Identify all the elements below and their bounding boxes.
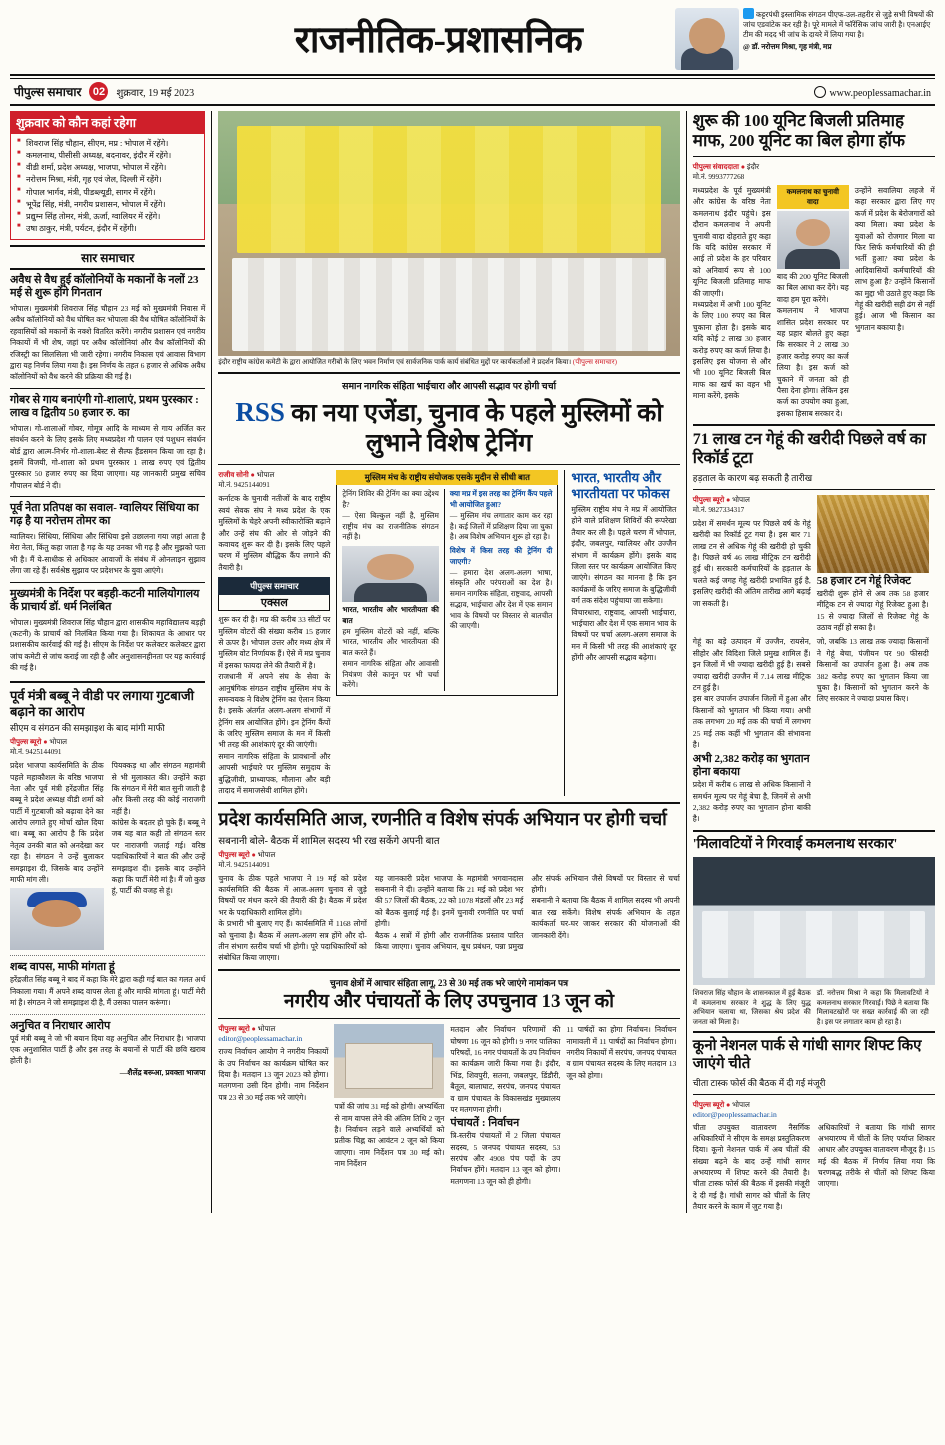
wheat-body-2: गेहूं का बड़े उत्पादन में उज्जैन, रायसेन, सीहोर और विदिशा जिले प्रमुख शामिल हैं। इन जिलों में भी ज्यादा खरीदी हुई है। सबसे ज्यादा खरीदी उज्जैन में 7.14 लाख मीट्रिक टन हुई है।	[692, 637, 811, 693]
bypoll-sub-headline: पंचायतें : निर्वाचन	[450, 1117, 520, 1130]
divider	[10, 582, 205, 583]
right-column	[686, 111, 935, 1213]
wheat-body-1: प्रदेश में समर्थन मूल्य पर पिछले वर्ष के गेहूं खरीदी का रिकॉर्ड टूट गया है। इस बार 71 लाख टन से अधिक गेहूं की खरीदी हो चुकी है। पिछले वर्ष 46 लाख मीट्रिक टन खरीदी हुई थी। सरकारी कर्मचारियों के हड़ताल के चलते कई जगह गेहूं खरीदी प्रभावित हुई है, इसलिए खरीदी की अंतिम तारीख आगे बढ़ाई जा सकती है।	[692, 518, 811, 608]
bypoll-headline: नगरीय और पंचायतों के लिए उपचुनाव 13 जून को	[284, 990, 615, 1012]
rss-acronym: RSS	[235, 397, 285, 428]
party-meeting-mobile: मो.नं. 9425144091	[218, 860, 270, 869]
party-meeting-body-1: चुनाव के ठीक पहले भाजपा ने 19 मई को प्रदेश कार्यसमिति की बैठक में आज-अलग चुनाव से जुड़े विषयों पर मंथन करने की तैयारी की है। बैठक में प्रदेश भर के पदाधिकारी शामिल होंगे।	[218, 873, 367, 917]
cheetah-byline: पीपुल्स ब्यूरो ● भोपाल	[692, 1100, 750, 1109]
divider	[10, 955, 205, 956]
wheat-headline: 71 लाख टन गेहूं की खरीदी पिछले वर्ष का रिकॉर्ड टूटा	[692, 431, 927, 468]
interview-answer-2: — हमारा देश अलग-अलग भाषा, संस्कृति और परंपराओं का देश है। समान नागरिक संहिता, राष्ट्रवाद, आपसी सद्भाव, भाईचारा और देश में एक समान भाव के विषयों पर विस्तार से बातचीत की जाएगी।	[449, 567, 553, 631]
byline-place: भोपाल	[257, 850, 276, 859]
divider	[10, 388, 205, 389]
page-title: राजनीतिक-प्रशासनिक	[294, 20, 583, 61]
rss-body-2: शुरू कर दी है। मप्र की करीब 33 सीटों पर मुस्लिम वोटरों की संख्या करीब 15 हजार से ऊपर है। भोपाल उत्तर और मध्य क्षेत्र में मुस्लिम वोट निर्णायक हैं। ऐसे में मप्र चुनाव में इसका फायदा लेने की तैयारी में है।	[218, 615, 331, 670]
brief-2-headline: गोबर से गाय बनाएंगी गो-शालाएं, प्रथम पुरस्कार : लाख व द्वितीय 50 हजार रु. का	[10, 393, 199, 419]
bypoll-kicker: चुनाव क्षेत्रों में आचार संहिता लागू, 23 से 30 मई तक भरे जाएंगे नामांकन पत्र	[330, 977, 569, 988]
byline-place: भोपाल	[49, 738, 68, 747]
wheat-subhead: हड़ताल के कारण बढ़ सकती है तारीख	[692, 472, 813, 483]
divider	[10, 681, 205, 683]
interview-left-1: ट्रेनिंग शिविर की ट्रेनिंग का क्या उद्देश्य है?	[342, 489, 439, 510]
wheat-body-3: इस बार उपार्जन उपार्जन जिलों में हुआ और किसानों को भुगतान भी किया गया। अभी तक लगभग 20 मई तक की चर्चा में लगभग 25 मई तक कहीं भी भुगतान की संभावना है।	[692, 694, 811, 749]
focus-body-2: विचारधारा, राष्ट्रवाद, आपसी भाईचारा, भाईचारा और देश में एक समान भाव के विषयों पर चर्चा अलग-अलग समाज के मन में किसी भी तरह की आशंकाएं दूर होंगी और आपसी सद्भाव बढ़ेगा।	[571, 607, 677, 663]
bypoll-body-5: 11 पार्षदों का होगा निर्वाचन। निर्वाचन नामावली में 11 पार्षदों का निर्वाचन होगा। नगरीय निकायों में सरपंच, जनपद पंचायत व ग्राम पंचायत सदस्य के लिए मतदान 13 जून को होगा।	[566, 1025, 677, 1080]
divider	[693, 156, 935, 157]
list-item: ■ शिवराज सिंह चौहान, सीएम, मप्र : भोपाल में रहेंगे।	[17, 138, 198, 150]
bottom-left-sub3-headline: अनुचित व निराधार आरोप	[10, 1019, 111, 1032]
cheetah-body-1: चीता उपयुक्त वातावरण नैसर्गिक अधिकारियों ने सीएम के समक्ष प्रस्तुतिकरण दिया। कूनो नेशनल पार्क में अब चीतों की संख्या बढ़ने के बाद उन्हें गांधी सागर अभयारण्य में शिफ्ट करने की तैयारी है। चीता टास्क फोर्स की बैठक में इसकी मंजूरी दे दी गई है। गांधी सागर को चीतों के लिए तैयार करने के काम में जुट गया है।	[692, 1122, 810, 1212]
byline-source: पीपुल्स ब्यूरो	[218, 1025, 250, 1034]
rss-body-4: समान नागरिक संहिता के प्रावधानों और आपसी भाईचारे पर मुस्लिम समुदाय के बुद्धिजीवी, प्राध्यापक, मौलाना और बड़ी तादाद में समाजसेवी शामिल होंगे।	[218, 751, 331, 796]
center-column	[211, 111, 679, 1213]
brief-4-body: भोपाल। मुख्यमंत्री शिवराज सिंह चौहान द्वारा शासकीय महाविद्यालय बड़ही (कटनी) के प्राचार्य को निलंबित किया गया है। शिकायत के आधार पर प्रशासकीय कार्रवाई की गई है। सीएम के निर्देश पर कलेक्टर कलेक्टर द्वारा जांच कमेटी से जांच कराई जा रही है और अनुशासनहीनता पर यह कार्रवाई की गई है।	[10, 617, 206, 673]
power-body-1: मध्यप्रदेश के पूर्व मुख्यमंत्री और कांग्रेस के वरिष्ठ नेता कमलनाथ इंदौर पहुंचे। इस दौरान कमलनाथ ने अपनी चुनावी वादा दोहराते हुए कहा कि यदि कांग्रेस सरकार में आई तो प्रदेश के हर परिवार को अनिवार्य रूप से 100 यूनिट बिजली प्रतिमाह माफ की जाएगी।	[692, 186, 771, 298]
bottom-left-body-3: पियक्कड़ था और संगठन महामंत्री से भी मुलाकात की। उन्होंने कहा कि संगठन में मेरी बात सुनी जाती है और किसी तरह की कोई नाराजगी नहीं है।	[111, 761, 206, 816]
caption-source: (पीपुल्स समाचार)	[572, 358, 617, 366]
party-meeting-subhead: सबनानी बोले- बैठक में शामिल सदस्य भी रख सकेंगे अपनी बात	[218, 835, 440, 847]
brief-2-body: भोपाल। गो-शालाओं गोबर, गोमूत्र आदि के माध्यम से गाय अर्जित कर संवर्धन करने के लिए इसके लिए मध्यप्रदेश गौ पालन एवं पशुधन संवर्धन बोर्ड द्वारा आत्म-निर्भर गो-शाला-बेस्ट से सैल्फ हैंडसमन किया जा रहा है। इसमें विजयी, गो-शाला को प्रथम पुरस्कार 1 लाख रुपए एवं द्वितीय पुरस्कार 50 हजार रुपए का दिया जाएगा। यह जानकारी प्रमुख सचिव गौपालन बोर्ड ने दी।	[10, 423, 206, 490]
rally-photo	[218, 111, 679, 356]
politician-photo	[10, 888, 104, 950]
municipal-building-photo	[334, 1024, 444, 1098]
bypoll-body-3: मतदान और निर्वाचन परिणामों की घोषणा 16 जून को होगी। 9 नगर पालिका परिषदों, 16 नगर पंचायतों के उप निर्वाचन का कार्यक्रम जारी किया गया है। इंदौर, भिंड, शिवपुरी, सतना, जबलपुर, डिंडौरी, बैतूल, बालाघाट, सरपंच, जनपद पंचायत व ग्राम पंचायत के विकासखंड मुख्यालय पर मतगणना होगी।	[450, 1025, 561, 1114]
brief-1-body: भोपाल। मुख्यमंत्री शिवराज सिंह चौहान 23 मई को मुख्यमंत्री निवास में अवैध कॉलोनियों को वैध घोषित कर भोपाला की वैध घोषित कॉलोनियों के रहवासियों को मकानों के नक्शे वितरित करेंगे। नगरीय प्रशासन एवं नगरीय निकायों में भी शेष, जहां पर अवैध कॉलोनियां और वैध कॉलोनियों की रजिस्ट्री का सिलसिला भी जारी रहेगा। नगरीय निकास एवं आवास विभाग द्वारा यह निर्णय लिया गया है। इस निर्णय के तहत 6 हजार से अधिक अवैध कॉलोनियों को वैध करने की प्रक्रिया की गई है।	[10, 304, 206, 382]
wheat-reject-headline: 58 हजार टन गेहूं रिजेक्ट	[816, 574, 911, 587]
bottom-left-subhead: सीएम व संगठन की समझाइश के बाद मांगी माफी	[10, 723, 165, 734]
brief-4-headline: मुख्यमंत्री के निर्देश पर बड़ही-कटनी मालियोगालय के प्राचार्य डॉ. धर्म निलंबित	[10, 587, 200, 613]
masthead-center	[202, 6, 675, 61]
focus-body-1: मुस्लिम राष्ट्रीय मंच ने मप्र में आयोजित होने वाले प्रशिक्षण शिविरों की रूपरेखा तैयार कर ली है। पहले चरण में भोपाल, इंदौर, जबलपुर, ग्वालियर और उज्जैन संभाग में कार्यक्रम होंगे। इसके बाद जिला स्तर पर कार्यक्रम आयोजित किए जाएंगे। संगठन का मानना है कि इन कार्यक्रमों के जरिए समाज के बुद्धिजीवी वर्ग तक संदेश पहुंचाया जा सकेगा।	[571, 505, 677, 606]
list-item: ■ वीडी शर्मा, प्रदेश अध्यक्ष, भाजपा, भोपाल में रहेंगे।	[17, 162, 198, 174]
wheat-photo	[817, 495, 929, 573]
cheetah-subhead: चीता टास्क फोर्स की बैठक में दी गई मंजूरी	[692, 1077, 826, 1088]
bottom-left-body-2: कांग्रेस के बदतर हो चुके हैं। बब्बू ने जब यह बात कही तो संगठन स्तर पर नाराजगी जताई गई। वरिष्ठ पदाधिकारियों ने बात की और उन्हें समझाइश दी। इसके बाद उन्होंने कहा कि पार्टी मेरी मां है। मैं जो कुछ हूं, पार्टी की वजह से हूं।	[111, 818, 206, 896]
cheetah-email[interactable]: editor@peoplessamachar.in	[692, 1109, 777, 1119]
bypoll-body-4: त्रि-स्तरीय पंचायतों में 2 जिला पंचायत सदस्य, 5 जनपद पंचायत सदस्य, 53 सरपंच और 4908 पंच पदों के उप निर्वाचन होंगे। मतदान 13 जून को होगा। मतगणना 13 जून को ही होगी।	[450, 1131, 561, 1186]
divider	[218, 1018, 679, 1019]
power-body-4: उन्होंने सवालिया लहजे में कहा सरकार द्वारा लिए गए कर्ज में प्रदेश के बेरोजगारों को क्या मिला। क्या प्रदेश के युवाओं को रोजगार मिला या फिर सिर्फ कर्मचारियों की ही भर्ती हुआ? क्या प्रदेश के आदिवासियों कर्मचारियों की लाभ हुआ है? उन्होंने किसानों का मुद्दा भी उठाते हुए कहा कि गेहूं की खरीदी सही ढंग से नहीं हुई। आज भी किसान का भुगतान बकाया है।	[854, 186, 935, 332]
bypoll-byline: पीपुल्स ब्यूरो ● भोपाल	[218, 1025, 276, 1034]
interview-left-3: भारत, भारतीय और भारतीयता की बात	[342, 605, 439, 625]
rss-kicker: समान नागरिक संहिता भाईचारा और आपसी सद्भाव पर होगी चर्चा	[342, 382, 557, 393]
publication-name: पीपुल्स समाचार	[14, 85, 82, 99]
masthead-quote-block	[675, 6, 935, 70]
party-meeting-body-3: यह जानकारी प्रदेश भाजपा के महामंत्री भगवानदास सबनानी ने दी। उन्होंने बताया कि 21 मई को प्रदेश भर की 57 जिलों की बैठक, 22 को 1078 मंडलों और 23 मई को बैठक बुलाई गई है। इनमें चुनावी रणनीति पर चर्चा होगी।	[374, 873, 524, 929]
interview-answer-1: — मुस्लिम मंच लगातार काम कर रहा है। कई जिलों में प्रशिक्षण दिया जा चुका है। अब विशेष अभियान शुरू हो रहा है।	[449, 510, 553, 542]
power-body-2: मध्यप्रदेश में अभी 100 यूनिट के लिए 100 रुपए का बिल चुकाना होता है। इसके बाद यदि कोई 2 लाख 30 हजार करोड़ रुपए का कर्ज लिया है। इसलिए इस योजना से और भी 100 यूनिट बिजली बिल माफ का खर्च का वहन भी माना करेंगे, इसके	[692, 300, 771, 401]
party-meeting-body-5: सबनानी ने बताया कि बैठक में शामिल सदस्य भी अपनी बात रख सकेंगे। विशेष संपर्क अभियान के तहत कार्यकर्ता घर-घर जाकर सरकार की योजनाओं की जानकारी देंगे।	[531, 896, 680, 940]
meeting-caption-left: शिवराज सिंह चौहान के शासनकाल में हुई बैठक में कमलनाथ सरकार ने शुद्ध के लिए युद्ध अभियान चलाया था, जिसका श्रेय प्रदेश की जनता को मिला है।	[692, 989, 811, 1026]
interview-left-2: — ऐसा बिल्कुल नहीं है, मुस्लिम राष्ट्रीय मंच का राजनीतिक संगठन नहीं है।	[342, 510, 439, 542]
interview-bar-text: मुस्लिम मंच के राष्ट्रीय संयोजक एसके मुदीन से सीधी बात	[364, 473, 530, 483]
caption-text: इंदौर राष्ट्रीय कांग्रेस कमेटी के द्वारा आयोजित गरीबों के लिए भवन निर्माण एवं सार्वजनिक पार्क कार्य संबंधित मुद्दों पर कार्यकर्ताओं ने प्रदर्शन किया।	[218, 358, 572, 366]
party-meeting-headline: प्रदेश कार्यसमिति आज, रणनीति व विशेष संपर्क अभियान पर होगी चर्चा	[218, 809, 667, 830]
byline-source: पीपुल्स ब्यूरो	[218, 850, 250, 859]
rss-mobile: मो.नं. 9425144091	[218, 481, 270, 490]
issue-date: शुक्रवार, 19 मई 2023	[116, 87, 195, 99]
interview-question-2: विशेष में किस तरह की ट्रेनिंग दी जाएगी?	[449, 546, 553, 566]
list-item: ■ नरोत्तम मिश्रा, मंत्री, गृह एवं जेल, दिल्ली में रहेंगे।	[17, 174, 198, 186]
party-meeting-byline: पीपुल्स ब्यूरो ● भोपाल	[218, 850, 276, 859]
divider	[693, 489, 935, 490]
divider	[693, 1094, 935, 1095]
rss-body-1: कर्नाटक के चुनावी नतीजों के बाद राष्ट्रीय स्वयं सेवक संघ ने मध्य प्रदेश के एक मुस्लिमों के चेहरे अपनी स्वीकारोक्ति बढ़ाने और उन्हें संघ की ओर से जोड़ने की कवायद शुरू कर दी है। इसके लिए पहले चरण में मुस्लिम बौद्धिक कैंप लगाने की तैयारी है।	[218, 494, 331, 572]
byline-source: पीपुल्स ब्यूरो	[10, 738, 42, 747]
cheetah-headline: कूनो नेशनल पार्क से गांधी सागर शिफ्ट किए जाएंगे चीते	[692, 1038, 922, 1072]
wheat-pending-headline: अभी 2,382 करोड़ का भुगतान होना बकाया	[692, 753, 810, 779]
exclusive-label: एक्सल	[218, 595, 330, 611]
power-mobile: मो.नं. 9993777268	[692, 173, 745, 182]
list-item: ■ कमलनाथ, पीसीसी अध्यक्ष, बदनावर, इंदौर में रहेंगे।	[17, 150, 198, 162]
byline-source: पीपुल्स ब्यूरो	[692, 495, 725, 504]
bottom-left-sub2-body: हरेंद्रजीत सिंह बब्बू ने बाद में कहा कि मेरे द्वारा कही गई बात का गलत अर्थ निकाला गया। मैं अपने शब्द वापस लेता हूं और माफी मांगता हूं। पार्टी मेरी मां है। संगठन ने जो समझाइश दी है, मैं उसका पालन करूंगा।	[10, 975, 206, 1008]
byline-place: इंदौर	[746, 163, 760, 172]
divider	[693, 424, 935, 426]
byline-place: भोपाल	[256, 471, 275, 480]
bottom-left-headline: पूर्व मंत्री बब्बू ने वीडी पर लगाया गुटबाजी बढ़ाने का आरोप	[10, 688, 195, 719]
party-meeting-body-2: के प्रभारी भी बुलाए गए हैं। कार्यसमिति में 1168 लोगों को चुनावा है। बैठक में अलग-अलग सत्र होंगे और दो-तीन संभाग स्तरीय चर्चा भी होगी। पूरे पदाधिकारियों को संबोधित किया जाएगा।	[218, 919, 367, 963]
kamalnath-quote: बाद की 200 यूनिट बिजली का बिल आधा कर देंगे। यह वादा हम पूरा करेंगे।	[776, 272, 849, 304]
cheetah-body-2: अधिकारियों ने बताया कि गांधी सागर अभयारण्य में चीतों के लिए पर्याप्त शिकार आधार और उपयुक्त वातावरण मौजूद है। 15 मई की बैठक में निर्णय लिया गया कि चरणबद्ध तरीके से चीतों को शिफ्ट किया जाएगा।	[817, 1122, 935, 1189]
milavat-headline: 'मिलावटियों ने गिरवाई कमलनाथ सरकार'	[692, 836, 898, 852]
twitter-icon	[743, 8, 754, 19]
list-item: ■ उषा ठाकुर, मंत्री, पर्यटन, इंदौर में रहेंगी।	[17, 223, 198, 235]
party-meeting-body-4: बैठक 4 सत्रों में होगी और राजनीतिक प्रस्ताव पारित किया जाएगा। चुनाव अभियान, बूथ प्रबंधन, पन्ना प्रमुख और संपर्क अभियान जैसे विषयों पर विस्तार से चर्चा होगी।	[374, 873, 680, 951]
kamalnath-promise-bar: कमलनाथ का चुनावी वादा	[777, 185, 849, 209]
power-byline: पीपुल्स संवाददाता ● इंदौर	[692, 163, 760, 172]
interviewee-photo	[342, 546, 439, 602]
byline-source: पीपुल्स संवाददाता	[692, 163, 739, 172]
masthead-quote-sign: @ डॉ. नरोत्तम मिश्रा, गृह मंत्री, मप्र	[743, 41, 832, 51]
masthead-quote	[743, 8, 935, 70]
divider	[218, 372, 679, 374]
schedule-box-header: शुक्रवार को कौन कहां रहेगा	[10, 111, 205, 134]
bottom-left-mobile: मो.नं. 9425144091	[10, 748, 62, 757]
nameplate-strip	[10, 78, 935, 106]
brief-1-headline: अवैध से वैध हुई कॉलोनियों के मकानों के नलों 23 मई से शुरू होंगे गिनतान	[10, 274, 199, 300]
list-item: ■ गोपाल भार्गव, मंत्री, पीडब्ल्यूडी, सागर में रहेंगे।	[17, 187, 198, 199]
interview-question-1: क्या मप्र में इस तरह का ट्रेनिंग कैंप पहले भी आयोजित हुआ?	[449, 489, 553, 510]
divider	[10, 1014, 205, 1015]
wheat-byline: पीपुल्स ब्यूरो ● भोपाल	[692, 495, 750, 504]
interview-left-5: समान नागरिक संहिता और आवासी नियंत्रण जैसे कानून पर भी चर्चा करेंगे।	[342, 658, 439, 690]
brief-3-headline: पूर्व नेता प्रतिपक्ष का सवाल- ग्वालियर सिंधिया का गढ़ है या नरोत्तम तोमर का	[10, 502, 199, 528]
byline-source: पीपुल्स ब्यूरो	[692, 1100, 725, 1109]
power-headline: शुरू की 100 यूनिट बिजली प्रतिमाह माफ, 200 यूनिट का बिल होगा हॉफ	[692, 111, 906, 151]
wheat-reject-body: खरीदी शुरू होने से अब तक 58 हजार मीट्रिक टन से ज्यादा गेहूं रिजेक्ट हुआ है। 15 से ज्यादा जिलों से रिजेक्ट गेहूं के उठाव नहीं हो सका है।	[816, 588, 929, 633]
brief-3-body: ग्वालियर। सिंधिया, सिंधिया और सिंधिया इसे उछालना गया जहां आता है मेरा नेता, किंतु कहा जाता है गढ़ के यह उनका भी गढ़ है और मुझको पता भी है। मैं ये-साधीक से अधिकार आवाजों के संबंध में ओनलाइन सुझाव लेंगा जा रहे हैं। सर्वश्रेष्ठ सुझाव पर प्रदेशभर के युवा आएंगे।	[10, 532, 206, 576]
wheat-body-4: जो, जबकि 13 लाख तक ज्यादा किसानों ने गेहूं बेचा, पंजीयन पर 90 फीसदी किसानों का उपार्जन हुआ है। अब तक 382 करोड़ रुपए का भुगतान किया जा चुका है। किसानों को भुगतान करने के लिए सरकार ने ज्यादा प्रयास किए।	[816, 637, 929, 704]
bottom-left-sub2-headline: शब्द वापस, माफी मांगता हूं	[10, 961, 115, 974]
power-body-3: कमलनाथ ने भाजपा शासित प्रदेश सरकार पर यह प्रहार बोलते हुए कहा कि सरकार ने 2 लाख 30 हजार करोड़ रुपए का कर्ज लिया है। इस कर्ज को चुकाने में जनता को ही पैसा देना होगा। लेकिन इस कर्ज का उपयोग क्या हुआ, इसका हिसाब सरकार दे।	[776, 306, 849, 418]
bypoll-email[interactable]: editor@peoplessamachar.in	[218, 1034, 303, 1044]
wheat-body-5: प्रदेश में करीब 6 लाख से अधिक किसानों ने समर्थन मूल्य पर गेहूं बेचा है, जिनमें से अभी 2,382 करोड़ रुपए का भुगतान होना बाकी है।	[692, 780, 811, 824]
focus-headline: भारत, भारतीय और भारतीयता पर फोकस	[571, 470, 670, 501]
masthead-quote-text: कट्टरपंथी इस्लामिक संगठन पीएफ-उल-तहरीर से जुड़े सभी विषयों की जांच एडवांटेक कर रही है। पूरे मामले में फॉरेंसिक जांच जारी है। एनआईए टीम की मदद भी जांच के दायरे में लिया गया है।	[743, 10, 934, 39]
schedule-box	[10, 134, 205, 240]
interview-bar	[336, 470, 558, 485]
left-column	[10, 111, 205, 1213]
meeting-caption-right: डॉ. नरोत्तम मिश्रा ने कहा कि मिलावटियों ने कमलनाथ सरकार गिरवाई। पिछे ने बताया कि मिलावटखोरों पर सख्त कार्रवाई की जा रही है। इस पर लगातार काम हो रहा है।	[816, 989, 929, 1026]
divider	[10, 496, 205, 497]
divider	[218, 969, 679, 971]
people-samachar-exclusive-bar: पीपुल्स समाचार	[218, 577, 330, 595]
interview-left-4: हम मुस्लिम वोटरों को नहीं, बल्कि भारत, भारतीय और भारतीयता की बात करते हैं।	[342, 626, 439, 658]
byline-place: भोपाल	[732, 1100, 750, 1109]
divider	[218, 464, 679, 465]
byline-place: भोपाल	[257, 1025, 276, 1034]
kamalnath-photo	[777, 211, 849, 269]
page-number-badge: 02	[89, 82, 108, 101]
list-item: ■ प्रद्युम्न सिंह तोमर, मंत्री, ऊर्जा, ग्वालियर में रहेंगे।	[17, 211, 198, 223]
rss-body-3: राजधानी में अपने संघ के सेवा के आनुषंगिक संगठन राष्ट्रीय मुस्लिम मंच के समन्वयक ने विशेष ट्रेनिंग का ऐलान किया है। इसके अंतर्गत अलग-अलग संभागों में ट्रेनिंग सत्र आयोजित होंगे। इन ट्रेनिंग कैंपों के जरिए मुस्लिम समाज के मन में किसी भी तरह की आशंकाएं दूर की जाएंगी।	[218, 672, 331, 750]
rss-headline-text: का नया एजेंडा, चुनाव के पहले मुस्लिमों को लुभाने विशेष ट्रेनिंग	[291, 400, 663, 458]
byline-name: राजीव सोनी	[218, 471, 249, 480]
bypoll-body-2: पत्रों की जांच 31 मई को होगी। अभ्यर्थिता से नाम वापस लेने की अंतिम तिथि 2 जून है। निर्वाचन लड़ने वाले अभ्यर्थियों को प्रतीक चिह्न का आवंटन 2 जून को किया जाएगा। नाम निर्देशन पत्र 30 मई को। नाम निर्देशन	[334, 1102, 445, 1169]
byline-place: भोपाल	[732, 495, 750, 504]
rally-photo-caption	[218, 356, 679, 367]
divider	[218, 802, 679, 804]
bottom-left-sub3-sign: —शैलेंद्र बरूआ, प्रवक्ता भाजपा	[119, 1067, 206, 1077]
website-link[interactable]	[814, 83, 931, 101]
rss-headline	[218, 396, 679, 459]
bottom-left-sub3-body: पूर्व मंत्री बब्बू ने जो भी बयान दिया वह अनुचित और निराधार है। भाजपा एक अनुशासित पार्टी है और इस तरह के बयानों से पार्टी की छवि खराब होती है।	[10, 1033, 206, 1066]
briefs-section-header: सार समाचार	[10, 245, 205, 270]
rss-byline: राजीव सोनी ● भोपाल	[218, 471, 275, 480]
website-url: www.peoplessamachar.in	[829, 87, 931, 99]
bottom-left-byline: पीपुल्स ब्यूरो ● भोपाल	[10, 738, 68, 747]
wheat-mobile: मो.नं. 9827334317	[692, 505, 745, 514]
masthead	[10, 6, 935, 76]
bottom-left-body-1: प्रदेश भाजपा कार्यसमिति के ठीक पहले महाकौशल के वरिष्ठ भाजपा नेता और पूर्व मंत्री हरेंद्रजीत सिंह बब्बू ने प्रदेश अध्यक्ष वीडी शर्मा को पार्टी में गुटबाजी को बढ़ावा देने का आरोप लगाते हुए मोर्चा खोल दिया था। बब्बू का आरोप है कि प्रदेश नेतृत्व उनकी बात को अनदेखा कर रहा है। संगठन ने उन्हें बुलाकर समझाइश दी, जिसके बाद उन्होंने माफी मांग ली।	[10, 761, 104, 885]
divider	[693, 1031, 935, 1033]
meeting-photo	[693, 857, 935, 985]
list-item: ■ भूपेंद्र सिंह, मंत्री, नगरीय प्रशासन, भोपाल में रहेंगे।	[17, 199, 198, 211]
bypoll-body-1: राज्य निर्वाचन आयोग ने नगरीय निकायों के उप निर्वाचन का कार्यक्रम घोषित कर दिया है। मतदान 13 जून 2023 को होगा। मतगणना उसी दिन होगी। नाम निर्देशन पत्र 23 से 30 मई तक भरे जाएंगे।	[218, 1047, 329, 1102]
minister-photo	[675, 8, 739, 70]
divider	[693, 830, 935, 832]
globe-icon	[814, 86, 826, 98]
